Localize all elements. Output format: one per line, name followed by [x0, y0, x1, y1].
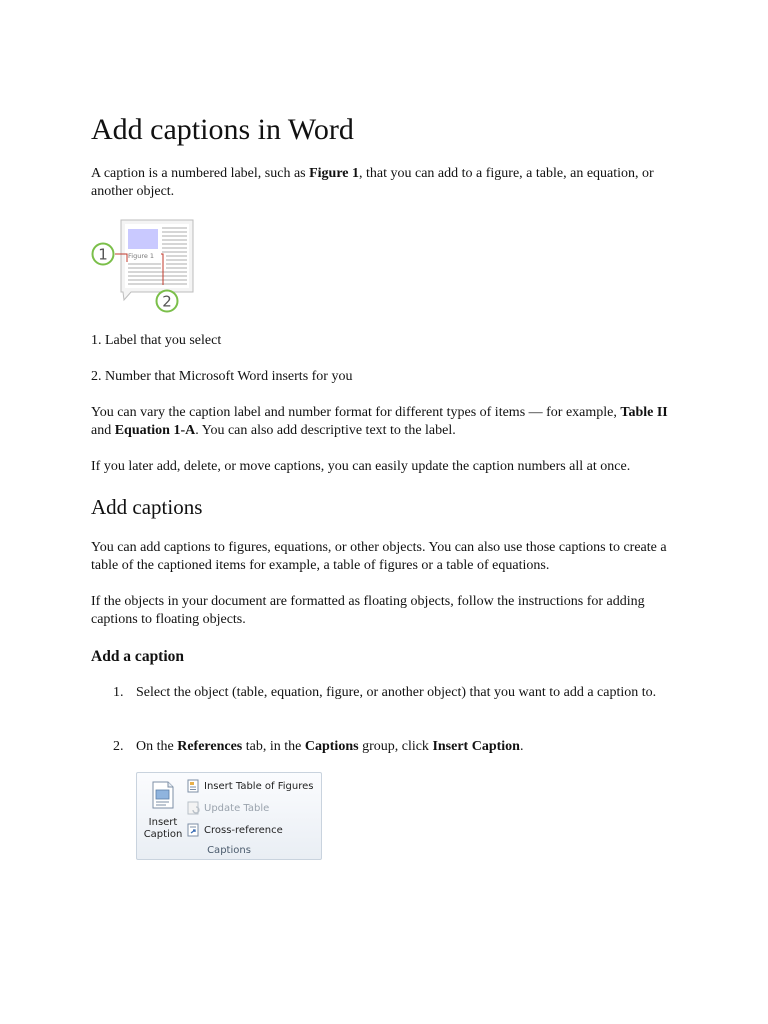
captions-bold: Captions — [304, 739, 359, 754]
update-note: If you later add, delete, or move captions, you can easily update the caption numbers all at once. — [91, 459, 631, 474]
callout-1-label: 1 — [98, 245, 108, 264]
table-of-figures-icon — [187, 779, 201, 793]
insert-caption-button[interactable] — [141, 777, 185, 843]
insert-table-of-figures-label: Insert Table of Figures — [204, 781, 314, 792]
step-2-text: On the References tab, in the Captions group, click Insert Caption. — [136, 739, 524, 754]
vary-text: You can vary the caption label and number format for different types of items — for example, — [91, 405, 621, 420]
caption-diagram — [91, 218, 201, 318]
add-captions-paragraph-1: You can add captions to figures, equations, or other objects. You can also use those captions to create a table of the captioned items for example, a table of figures or a table of equations. — [91, 540, 667, 573]
update-table-button[interactable] — [187, 801, 269, 817]
vary-bold-2: Equation 1-A — [114, 423, 196, 438]
figure-caption-text: Figure 1 — [128, 252, 155, 260]
vary-bold-1: Table II — [620, 405, 668, 420]
add-captions-paragraph-2: If the objects in your document are formatted as floating objects, follow the instructions for adding captions to floating objects. — [91, 594, 645, 627]
legend-item-2: 2. Number that Microsoft Word inserts for you — [91, 369, 353, 384]
vary-text-end: . You can also add descriptive text to the label. — [195, 423, 456, 438]
subsection-heading-add-a-caption: Add a caption — [91, 648, 185, 665]
insert-caption-label-1: Insert — [148, 817, 178, 828]
insert-caption-bold: Insert Caption — [432, 739, 520, 754]
section-heading-add-captions: Add captions — [91, 495, 203, 519]
insert-table-of-figures-button[interactable] — [187, 779, 313, 795]
vary-text-mid: and — [91, 423, 115, 438]
intro-text-end: , that you can add to a figure, a table, an equation, or another object. — [91, 166, 654, 199]
captions-group-label: Captions — [207, 845, 251, 856]
step-1-text: Select the object (table, equation, figure, or another object) that you want to add a caption to. — [136, 685, 657, 700]
cross-reference-label: Cross-reference — [204, 825, 283, 836]
intro-paragraph — [91, 165, 681, 201]
references-bold: References — [177, 739, 243, 754]
insert-caption-label-2: Caption — [143, 829, 183, 840]
update-table-label: Update Table — [204, 803, 270, 814]
cross-reference-icon — [187, 823, 201, 837]
vary-paragraph — [91, 404, 681, 440]
captions-ribbon-group — [136, 772, 322, 860]
legend-item-1: 1. Label that you select — [91, 333, 222, 348]
callout-2-label: 2 — [162, 292, 172, 311]
figure-picture — [128, 229, 158, 249]
intro-bold: Figure 1 — [309, 166, 360, 181]
page-title: Add captions in Word — [91, 113, 354, 146]
step-1-number: 1. — [113, 685, 124, 700]
intro-text: A caption is a numbered label, such as — [91, 166, 310, 181]
insert-caption-icon — [152, 781, 174, 809]
cross-reference-button[interactable] — [187, 823, 283, 839]
step-2-number: 2. — [113, 739, 124, 754]
update-table-icon — [187, 801, 201, 815]
